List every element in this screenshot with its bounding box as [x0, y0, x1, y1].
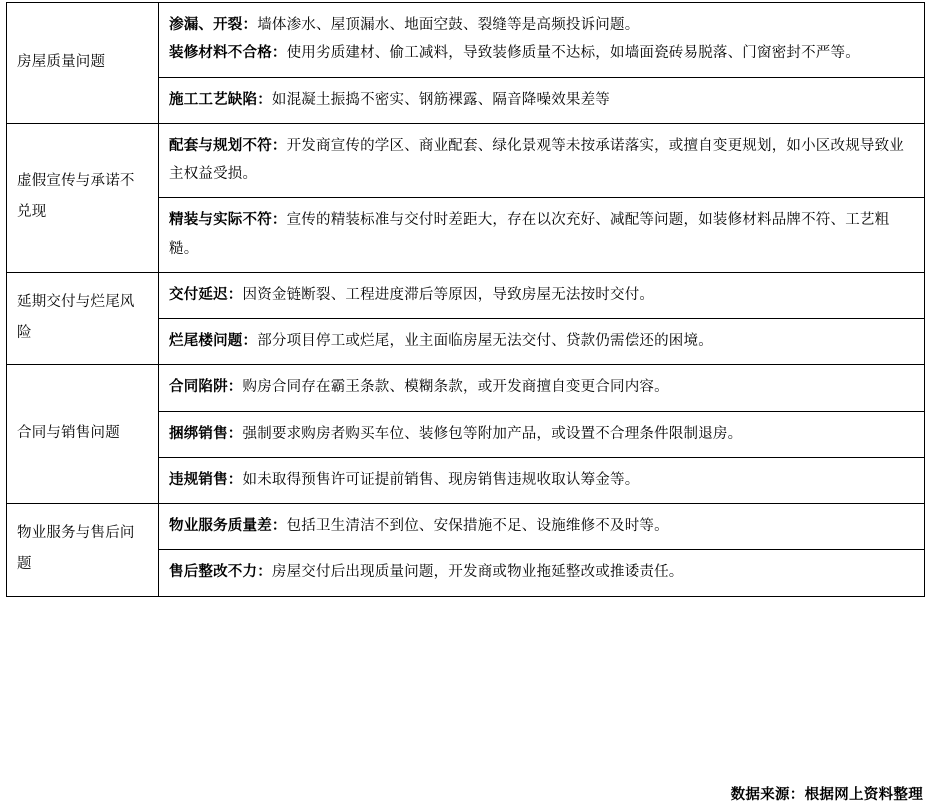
detail-cell — [159, 198, 925, 273]
detail-cell — [159, 319, 925, 365]
detail-cell — [159, 504, 925, 550]
detail-lead: 捆绑销售： — [169, 425, 243, 442]
detail-lead: 渗漏、开裂： — [169, 17, 258, 33]
detail-cell — [159, 3, 925, 78]
detail-cell — [159, 411, 925, 457]
document-page — [0, 2, 931, 812]
category-label: 物业服务与售后问题 — [17, 525, 135, 573]
detail-text: 开发商宣传的学区、商业配套、绿化景观等未按承诺落实，或擅自变更规划，如小区改规导致业主权益受损。 — [169, 137, 905, 183]
category-cell — [7, 3, 159, 124]
detail-lead: 配套与规划不符： — [169, 137, 287, 154]
issues-table — [6, 2, 925, 597]
detail-text: 包括卫生清洁不到位、安保措施不足、设施维修不及时等。 — [286, 518, 669, 535]
category-cell — [7, 123, 159, 272]
category-cell — [7, 272, 159, 365]
detail-text: 购房合同存在霸王条款、模糊条款，或开发商擅自变更合同内容。 — [242, 379, 669, 396]
detail-text: 墙体渗水、屋顶漏水、地面空鼓、裂缝等是高频投诉问题。 — [257, 17, 640, 33]
detail-text: 强制要求购房者购买车位、装修包等附加产品，或设置不合理条件限制退房。 — [242, 425, 743, 442]
category-label: 合同与销售问题 — [17, 425, 120, 442]
source-note: 数据来源：根据网上资料整理 — [730, 787, 923, 803]
table-row — [7, 123, 925, 198]
category-label: 延期交付与烂尾风险 — [17, 293, 135, 342]
detail-lead: 装修材料不合格： — [169, 45, 287, 62]
detail-text: 宣传的精装标准与交付时差距大，存在以次充好、减配等问题，如装修材料品牌不符、工艺粗糙。 — [169, 212, 890, 257]
detail-text: 房屋交付后出现质量问题，开发商或物业拖延整改或推诿责任。 — [271, 564, 684, 581]
detail-text: 如混凝土振捣不密实、钢筋裸露、隔音降噪效果差等 — [271, 91, 611, 108]
detail-lead: 物业服务质量差： — [169, 518, 287, 535]
detail-text: 如未取得预售许可证提前销售、现房销售违规收取认筹金等。 — [242, 471, 640, 488]
category-cell — [7, 504, 159, 597]
detail-lead: 合同陷阱： — [169, 379, 243, 396]
detail-cell — [159, 272, 925, 318]
detail-cell — [159, 550, 925, 596]
table-row — [7, 3, 925, 78]
detail-lead: 交付延迟： — [169, 286, 243, 303]
category-cell — [7, 365, 159, 504]
detail-lead: 售后整改不力： — [169, 564, 272, 581]
table-row — [7, 504, 925, 550]
table-row — [7, 365, 925, 411]
detail-text: 部分项目停工或烂尾，业主面临房屋无法交付、贷款仍需偿还的困境。 — [257, 333, 713, 350]
category-label: 虚假宣传与承诺不兑现 — [17, 173, 135, 221]
detail-cell — [159, 457, 925, 503]
detail-lead: 精装与实际不符： — [169, 212, 287, 229]
detail-lead: 违规销售： — [169, 471, 243, 488]
category-label: 房屋质量问题 — [17, 53, 106, 70]
detail-cell — [159, 123, 925, 198]
detail-text: 因资金链断裂、工程进度滞后等原因，导致房屋无法按时交付。 — [242, 286, 655, 303]
issues-table-body — [7, 3, 925, 597]
table-row — [7, 272, 925, 318]
detail-lead: 烂尾楼问题： — [169, 333, 258, 350]
detail-cell — [159, 77, 925, 123]
detail-cell — [159, 365, 925, 411]
detail-lead: 施工工艺缺陷： — [169, 91, 272, 108]
detail-text: 使用劣质建材、偷工减料，导致装修质量不达标，如墙面瓷砖易脱落、门窗密封不严等。 — [286, 45, 860, 62]
